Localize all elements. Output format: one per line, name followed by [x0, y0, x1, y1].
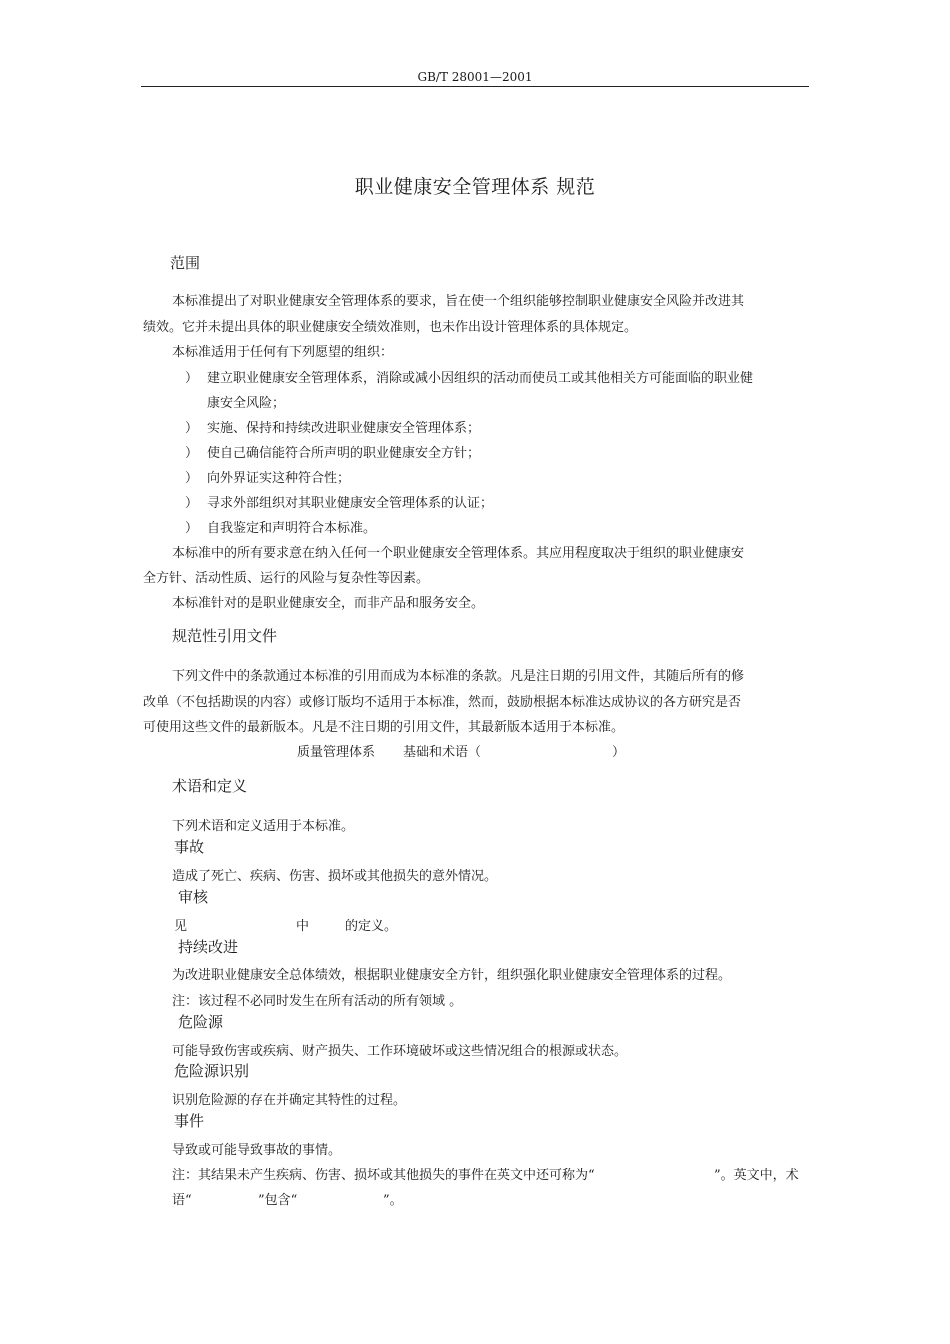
term-accident: 事故: [174, 838, 205, 856]
note-incident-part-3: 语“: [172, 1193, 192, 1208]
section-heading-scope: 范围: [170, 254, 201, 272]
section-heading-terms: 术语和定义: [172, 777, 248, 795]
document-title: 职业健康安全管理体系 规范: [354, 176, 596, 198]
definition-hazard-identification: 识别危险源的存在并确定其特性的过程。: [172, 1093, 407, 1108]
bullet-marker: ）: [185, 521, 199, 536]
bullet-marker: ）: [185, 446, 199, 461]
scope-paragraph-1-line-2: 绩效。它并未提出具体的职业健康安全绩效准则，也未作出设计管理体系的具体规定。: [143, 320, 638, 335]
definition-continual-improvement: 为改进职业健康安全总体绩效，根据职业健康安全方针，组织强化职业健康安全管理体系的过程。: [172, 968, 732, 983]
references-paragraph-line-2: 改单（不包括勘误的内容）或修订版均不适用于本标准，然而，鼓励根据本标准达成协议的各方研究是否: [143, 695, 742, 710]
reference-subtitle: 基础和术语（: [403, 745, 482, 760]
scope-paragraph-4: 本标准针对的是职业健康安全，而非产品和服务安全。: [172, 596, 485, 611]
scope-list-item-1-line-1: 建立职业健康安全管理体系，消除或减小因组织的活动而使员工或其他相关方可能面临的职业健: [207, 371, 754, 386]
term-hazard-identification: 危险源识别: [174, 1062, 250, 1080]
definition-accident: 造成了死亡、疾病、伤害、损坏或其他损失的意外情况。: [172, 869, 498, 884]
scope-paragraph-3-line-1: 本标准中的所有要求意在纳入任何一个职业健康安全管理体系。其应用程度取决于组织的职业健康安: [172, 546, 745, 561]
definition-audit-part-1: 见: [174, 919, 188, 934]
bullet-marker: ）: [185, 371, 199, 386]
term-audit: 审核: [178, 888, 209, 906]
scope-paragraph-3-line-2: 全方针、活动性质、运行的风险与复杂性等因素。: [143, 571, 430, 586]
note-incident-part-2: ”。英文中，术: [714, 1168, 799, 1183]
note-incident-part-4: ”包含“: [258, 1193, 298, 1208]
bullet-marker: ）: [185, 421, 199, 436]
definition-hazard: 可能导致伤害或疾病、财产损失、工作环境破坏或这些情况组合的根源或状态。: [172, 1044, 628, 1059]
note-incident-part-1: 注：其结果未产生疾病、伤害、损坏或其他损失的事件在英文中还可称为“: [172, 1168, 595, 1183]
scope-paragraph-1-line-1: 本标准提出了对职业健康安全管理体系的要求，旨在使一个组织能够控制职业健康安全风险并改进其: [172, 294, 745, 309]
scope-list-item-3: 使自己确信能符合所声明的职业健康安全方针；: [207, 446, 481, 461]
term-continual-improvement: 持续改进: [178, 938, 239, 956]
scope-list-item-2: 实施、保持和持续改进职业健康安全管理体系；: [207, 421, 481, 436]
note-continual-improvement: 注：该过程不必同时发生在所有活动的所有领域 。: [172, 994, 463, 1009]
header-divider: [141, 86, 809, 87]
definition-incident: 导致或可能导致事故的事情。: [172, 1143, 342, 1158]
references-paragraph-line-3: 可使用这些文件的最新版本。凡是不注日期的引用文件，其最新版本适用于本标准。: [143, 720, 625, 735]
bullet-marker: ）: [185, 471, 199, 486]
scope-list-item-6: 自我鉴定和声明符合本标准。: [207, 521, 377, 536]
term-incident: 事件: [174, 1112, 205, 1130]
scope-list-item-5: 寻求外部组织对其职业健康安全管理体系的认证；: [207, 496, 494, 511]
reference-title: 质量管理体系: [297, 745, 376, 760]
definition-audit-part-2: 中: [296, 919, 310, 934]
definition-audit-part-3: 的定义。: [345, 919, 398, 934]
reference-close-paren: ）: [612, 745, 626, 760]
bullet-marker: ）: [185, 496, 199, 511]
standard-code-header: GB/T 28001—2001: [417, 70, 533, 84]
section-heading-references: 规范性引用文件: [172, 627, 278, 645]
note-incident-part-5: ”。: [383, 1193, 403, 1208]
scope-list-item-4: 向外界证实这种符合性；: [207, 471, 351, 486]
scope-list-item-1-line-2: 康安全风险；: [207, 396, 286, 411]
term-hazard: 危险源: [178, 1013, 224, 1031]
scope-paragraph-2: 本标准适用于任何有下列愿望的组织：: [172, 345, 394, 360]
references-paragraph-line-1: 下列文件中的条款通过本标准的引用而成为本标准的条款。凡是注日期的引用文件，其随后所有的修: [172, 669, 745, 684]
terms-intro: 下列术语和定义适用于本标准。: [172, 819, 355, 834]
